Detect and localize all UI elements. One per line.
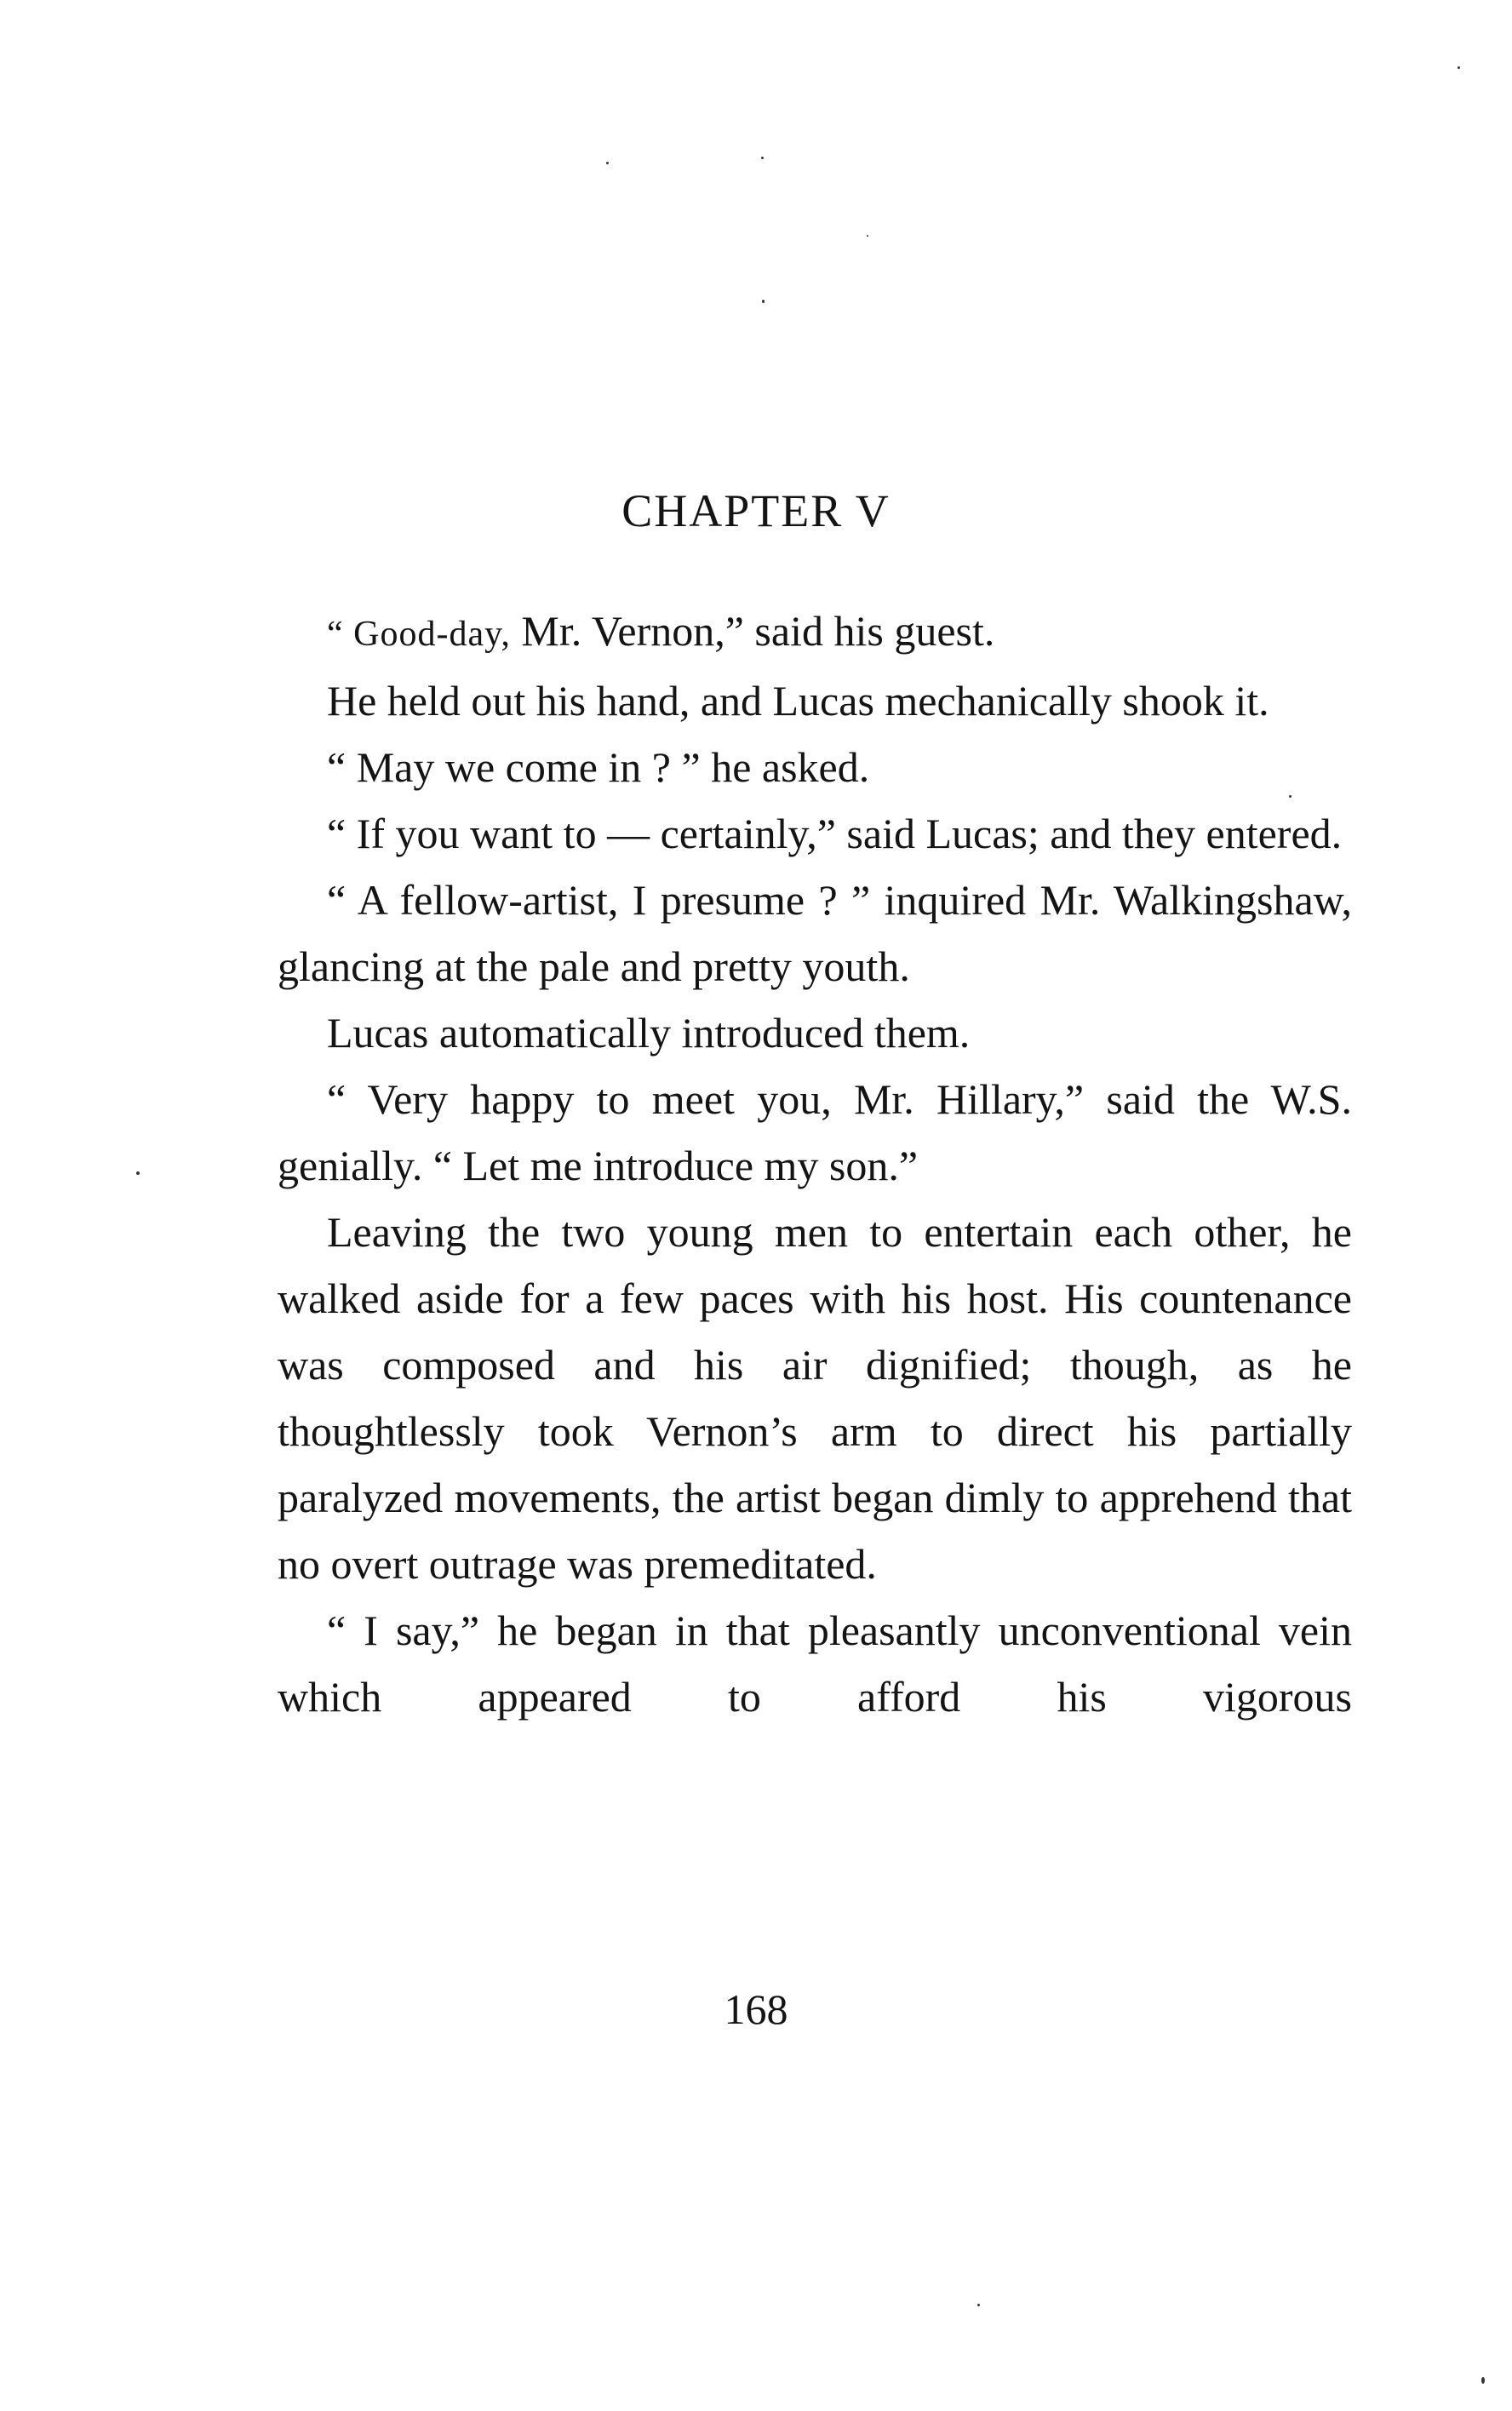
chapter-heading: CHAPTER V: [621, 485, 891, 536]
paragraph: “ If you want to — certainly,” said Lucas; and they entered.: [327, 810, 1343, 857]
paragraph: [278, 598, 1352, 667]
paragraph: Leaving the two young men to entertain each other, he walked aside for a few paces with his host. His countenance was composed and his air dignified; though, as he thoughtlessly took Vernon’s arm to direct his partially paralyzed movements, the artist began dimly to apprehend that no overt outrage was premeditated.: [278, 1208, 1352, 1588]
paragraph: “ May we come in ? ” he asked.: [327, 743, 870, 791]
scan-speck: [606, 162, 609, 164]
scan-speck: [762, 300, 765, 303]
page-number: 168: [724, 1985, 788, 2033]
scan-speck: [1481, 2377, 1485, 2384]
scan-speck: [1289, 795, 1292, 798]
paragraph: Lucas automatically introduced them.: [327, 1009, 971, 1057]
scan-speck: [1458, 66, 1460, 69]
paragraph: “ A fellow-artist, I presume ? ” inquired Mr. Walkingshaw, glancing at the pale and pretty youth.: [278, 876, 1352, 990]
paragraph: “ Very happy to meet you, Mr. Hillary,” said the W.S. genially. “ Let me introduce my son.”: [278, 1075, 1352, 1189]
paragraph-lead-smallcaps: “ Good-day,: [327, 615, 511, 654]
scan-speck: [136, 1171, 140, 1175]
body-text: [278, 598, 1352, 1730]
paragraph-text: Mr. Vernon,” said his guest.: [510, 607, 995, 655]
scan-speck: [761, 157, 764, 159]
paragraph: He held out his hand, and Lucas mechanically shook it.: [327, 677, 1269, 724]
scan-speck: [977, 2304, 980, 2306]
scan-speck: [867, 235, 868, 237]
paragraph: “ I say,” he began in that pleasantly unconventional vein which appeared to afford his vigorous: [278, 1606, 1352, 1721]
